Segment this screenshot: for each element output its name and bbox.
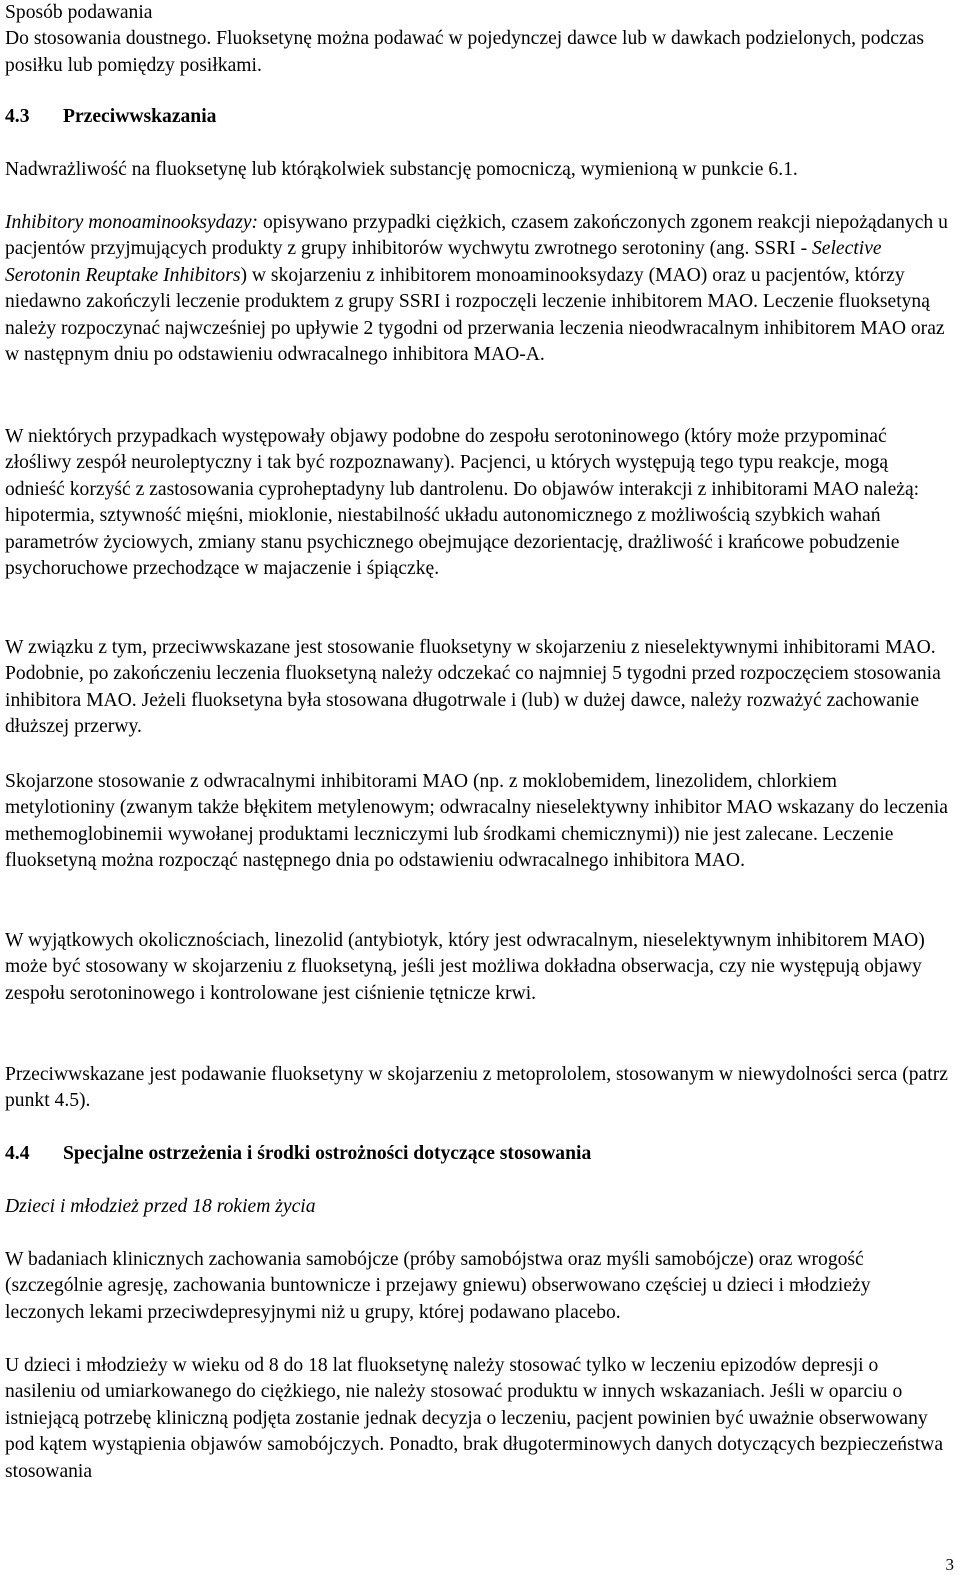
section-4-4-subtitle: Dzieci i młodzież przed 18 rokiem życia <box>5 1196 316 1217</box>
section-4-3-title: Przeciwwskazania <box>63 106 217 127</box>
ssri-expansion: Selective Serotonin Reuptake Inhibitors <box>5 238 882 286</box>
nonselective-mao-paragraph: W związku z tym, przeciwwskazane jest stosowanie fluoksetyny w skojarzeniu z nieselektywnymi inhibitorami MAO. Podobnie, po zakończeniu leczenia fluoksetyną należy odczekać co najmniej 5 tygodni przed rozpoczęciem stosowania inhibitora MAO. Jeżeli fluoksetyna była stosowana długotrwale i (lub) w dużej dawce, należy rozważyć zachowanie dłuższej przerwy. <box>5 637 941 738</box>
mao-inhibitors-text-b: ) w skojarzeniu z inhibitorem monoaminooksydazy (MAO) oraz u pacjentów, którzy niedawno zakończyli leczenie produktem z grupy SSRI i rozpoczęli leczenie inhibitorem MAO. Leczenie fluoksetyną należy rozpoczynać najwcześniej po upływie 2 tygodni od przerwania leczenia nieodwracalnym inhibitorem MAO oraz w następnym dniu po odstawieniu odwracalnego inhibitora MAO-A. <box>5 264 945 366</box>
mao-inhibitors-lead: Inhibitory monoaminooksydazy: <box>5 212 259 233</box>
section-4-4-title: Specjalne ostrzeżenia i środki ostrożności dotyczące stosowania <box>63 1143 592 1164</box>
reversible-mao-paragraph: Skojarzone stosowanie z odwracalnymi inhibitorami MAO (np. z moklobemidem, linezolidem, chlorkiem metylotioniny (zwanym także błękitem metylenowym; odwracalny nieselektywny inhibitor MAO wskazany do leczenia methemoglobinemii wywołanej produktami leczniczymi lub środkami chemicznymi)) nie jest zalecane. Leczenie fluoksetyną można rozpocząć następnego dnia po odstawieniu odwracalnego inhibitora MAO. <box>5 771 948 872</box>
page-number: 3 <box>945 1555 954 1574</box>
mao-inhibitors-text-a: opisywano przypadki ciężkich, czasem zakończonych zgonem reakcji niepożądanych u pacjentów przyjmujących produkty z grupy inhibitorów wychwytu zwrotnego serotoniny (ang. SSRI - <box>5 212 948 260</box>
contraindication-mao-inhibitors <box>5 210 950 368</box>
administration-text: Do stosowania doustnego. Fluoksetynę można podawać w pojedynczej dawce lub w dawkach podzielonych, podczas posiłku lub pomiędzy posiłkami. <box>5 28 925 76</box>
section-4-4-number: 4.4 <box>5 1143 30 1164</box>
serotonin-syndrome-paragraph: W niektórych przypadkach występowały objawy podobne do zespołu serotoninowego (który może przypominać złośliwy zespół neuroleptyczny i tak być rozpoznawany). Pacjenci, u których występują tego typu reakcje, mogą odnieść korzyść z zastosowania cyproheptadyny lub dantrolenu. Do objawów interakcji z inhibitorami MAO należą: hipotermia, sztywność mięśni, mioklonie, niestabilność układu autonomicznego z możliwością szybkich wahań parametrów życiowych, zmiany stanu psychicznego obejmujące dezorientację, drażliwość i krańcowe pobudzenie psychoruchowe przechodzące w majaczenie i śpiączkę. <box>5 426 920 580</box>
contraindication-hypersensitivity: Nadwrażliwość na fluoksetynę lub którąkolwiek substancję pomocniczą, wymienioną w punkcie 6.1. <box>5 159 798 180</box>
metoprolol-paragraph: Przeciwwskazane jest podawanie fluoksetyny w skojarzeniu z metoprololem, stosowanym w niewydolności serca (patrz punkt 4.5). <box>5 1064 948 1112</box>
section-4-4-heading <box>5 1141 950 1167</box>
suicidality-paragraph: W badaniach klinicznych zachowania samobójcze (próby samobójstwa oraz myśli samobójcze) oraz wrogość (szczególnie agresję, zachowania buntownicze i przejawy gniewu) obserwowano częściej u dzieci i młodzieży leczonych lekami przeciwdepresyjnymi niż u grupy, której podawano placebo. <box>5 1249 871 1323</box>
administration-title: Sposób podawania <box>5 2 153 23</box>
administration-section <box>5 0 950 79</box>
section-4-3-number: 4.3 <box>5 106 30 127</box>
pediatric-use-paragraph: U dzieci i młodzieży w wieku od 8 do 18 lat fluoksetynę należy stosować tylko w leczeniu epizodów depresji o nasileniu od umiarkowanego do ciężkiego, nie należy stosować produktu w innych wskazaniach. Jeśli w oparciu o istniejącą potrzebę kliniczną podjęta zostanie jednak decyzja o leczeniu, pacjent powinien być uważnie obserwowany pod kątem wystąpienia objawów samobójczych. Ponadto, brak długoterminowych danych dotyczących bezpieczeństwa stosowania <box>5 1355 944 1482</box>
linezolid-paragraph: W wyjątkowych okolicznościach, linezolid (antybiotyk, który jest odwracalnym, nieselektywnym inhibitorem MAO) może być stosowany w skojarzeniu z fluoksetyną, jeśli jest możliwa dokładna obserwacja, czy nie występują objawy zespołu serotoninowego i kontrolowane jest ciśnienie tętnicze krwi. <box>5 930 925 1004</box>
section-4-3-heading <box>5 104 950 130</box>
